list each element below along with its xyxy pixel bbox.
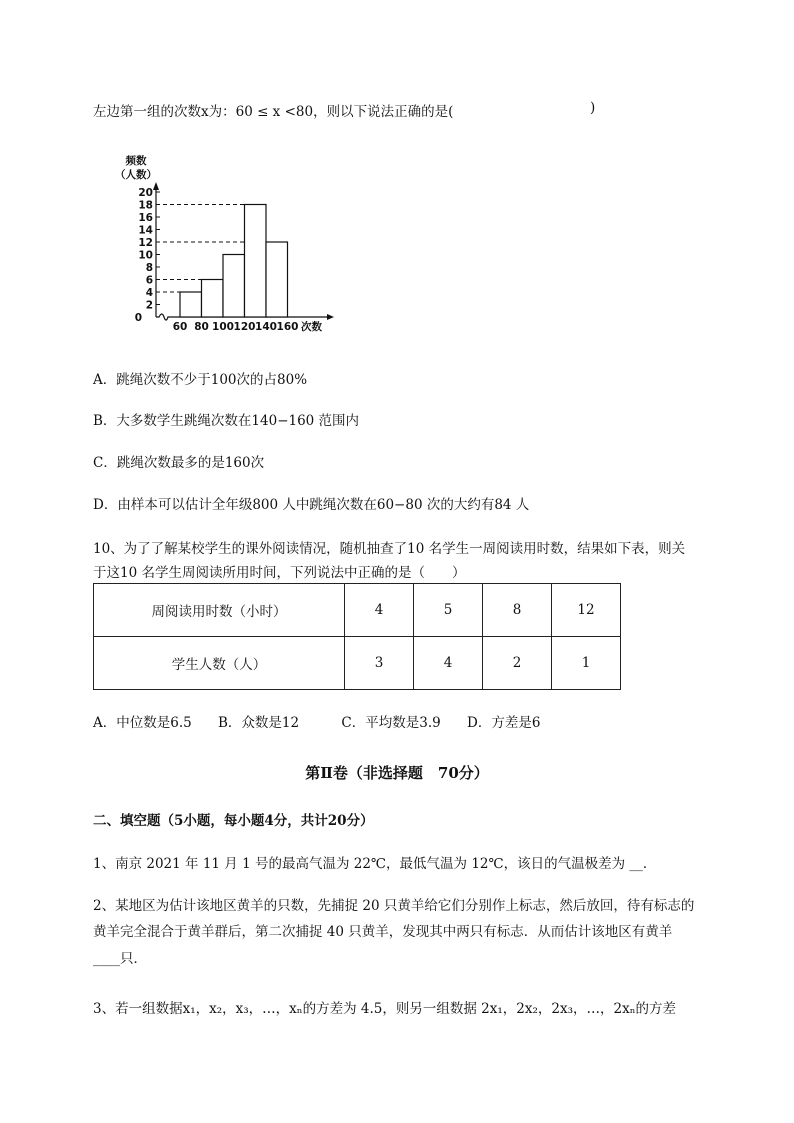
question-9-intro-text: 左边第一组的次数x为：60 ≤ x <80，则以下说法正确的是( (93, 104, 454, 120)
option-d: D．由样本可以估计全年级800 人中跳绳次数在60−80 次的大约有84 人 (93, 497, 530, 513)
x-tick-label: 60 (172, 321, 188, 333)
table-row-header: 周阅读用时数（小时） (94, 584, 345, 637)
section-2-title: 第Ⅱ卷（非选择题 70分） (305, 764, 489, 782)
y-tick-label: 14 (138, 224, 153, 237)
option-a: A．跳绳次数不少于100次的占80% (93, 372, 308, 388)
table-cell: 2 (483, 637, 552, 690)
x-tick-label: 140 (255, 321, 277, 333)
fill-question-3: 3、若一组数据x₁，x₂，x₃，…，xₙ的方差为 4.5，则另一组数据 2x₁，2x₂，2x₃，…，2xₙ的方差 (93, 1001, 677, 1017)
histogram-bar (245, 205, 267, 318)
answer-paren-close: ) (590, 100, 596, 116)
histogram-bar (180, 292, 202, 317)
y-axis-label: 频数 (125, 155, 147, 167)
y-tick-label: 6 (145, 274, 153, 287)
option-b: B．大多数学生跳绳次数在140−160 范围内 (93, 413, 360, 429)
option-c: C．跳绳次数最多的是160次 (93, 455, 265, 471)
table-cell: 8 (483, 584, 552, 637)
histogram-bars (180, 205, 288, 318)
y-tick-label: 16 (138, 212, 153, 224)
question-10-options (93, 711, 562, 731)
table-row (94, 637, 621, 690)
option-a: A．中位数是6.5 (93, 715, 192, 731)
option-b: B．众数是12 (218, 715, 300, 731)
x-tick-label: 120 (233, 321, 256, 333)
table-row-header: 学生人数（人） (94, 637, 345, 690)
origin-label: 0 (134, 312, 142, 324)
x-tick-label: 100 (212, 321, 234, 333)
fill-question-2-line-1: 2、某地区为估计该地区黄羊的只数，先捕捉 20 只黄羊给它们分别作上标志，然后放回，待有标志的 (93, 898, 695, 914)
table-cell: 4 (345, 584, 414, 637)
reading-time-table (93, 583, 621, 690)
table-cell: 4 (414, 637, 483, 690)
option-d: D．方差是6 (467, 715, 541, 731)
y-axis-arrow (153, 182, 159, 190)
table-cell: 12 (552, 584, 621, 637)
histogram-bar (223, 255, 245, 318)
y-tick-label: 2 (145, 299, 153, 312)
table-row (94, 584, 621, 637)
question-9-intro (93, 100, 596, 120)
option-c: C．平均数是3.9 (341, 715, 441, 731)
y-tick-label: 18 (138, 199, 153, 212)
frequency-histogram (104, 150, 344, 335)
table-cell: 1 (552, 637, 621, 690)
y-tick-label: 8 (145, 262, 153, 274)
question-10-line-1: 10、为了了解某校学生的课外阅读情况，随机抽查了10 名学生一周阅读用时数，结果如下表，则关 (93, 541, 686, 557)
y-tick-label: 10 (138, 249, 153, 262)
x-axis-arrow (327, 314, 334, 320)
question-10-line-2: 于这10 名学生周阅读所用时间，下列说法中正确的是（ ） (93, 565, 466, 581)
histogram-bar (202, 280, 224, 318)
y-tick-label: 20 (138, 187, 153, 199)
histogram-bar (266, 242, 288, 317)
fill-question-2-line-2: 黄羊完全混合于黄羊群后，第二次捕捉 40 只黄羊，发现其中两只有标志．从而估计该地区有黄羊 (93, 924, 673, 940)
table-cell: 3 (345, 637, 414, 690)
fill-blank-heading: 二、填空题（5小题，每小题4分，共计20分） (93, 813, 374, 829)
fill-question-1: 1、南京 2021 年 11 月 1 号的最高气温为 22℃，最低气温为 12℃，该日的气温极差为 __． (93, 856, 657, 872)
y-axis-label: （人数） (115, 169, 157, 181)
x-tick-label: 160 (276, 321, 299, 333)
y-tick-label: 4 (145, 287, 153, 299)
x-tick-label: 80 (194, 321, 209, 333)
y-tick-label: 12 (138, 237, 153, 249)
table-cell: 5 (414, 584, 483, 637)
x-axis-label: 次数 (301, 321, 322, 333)
fill-question-2-line-3: ____只． (93, 951, 147, 967)
